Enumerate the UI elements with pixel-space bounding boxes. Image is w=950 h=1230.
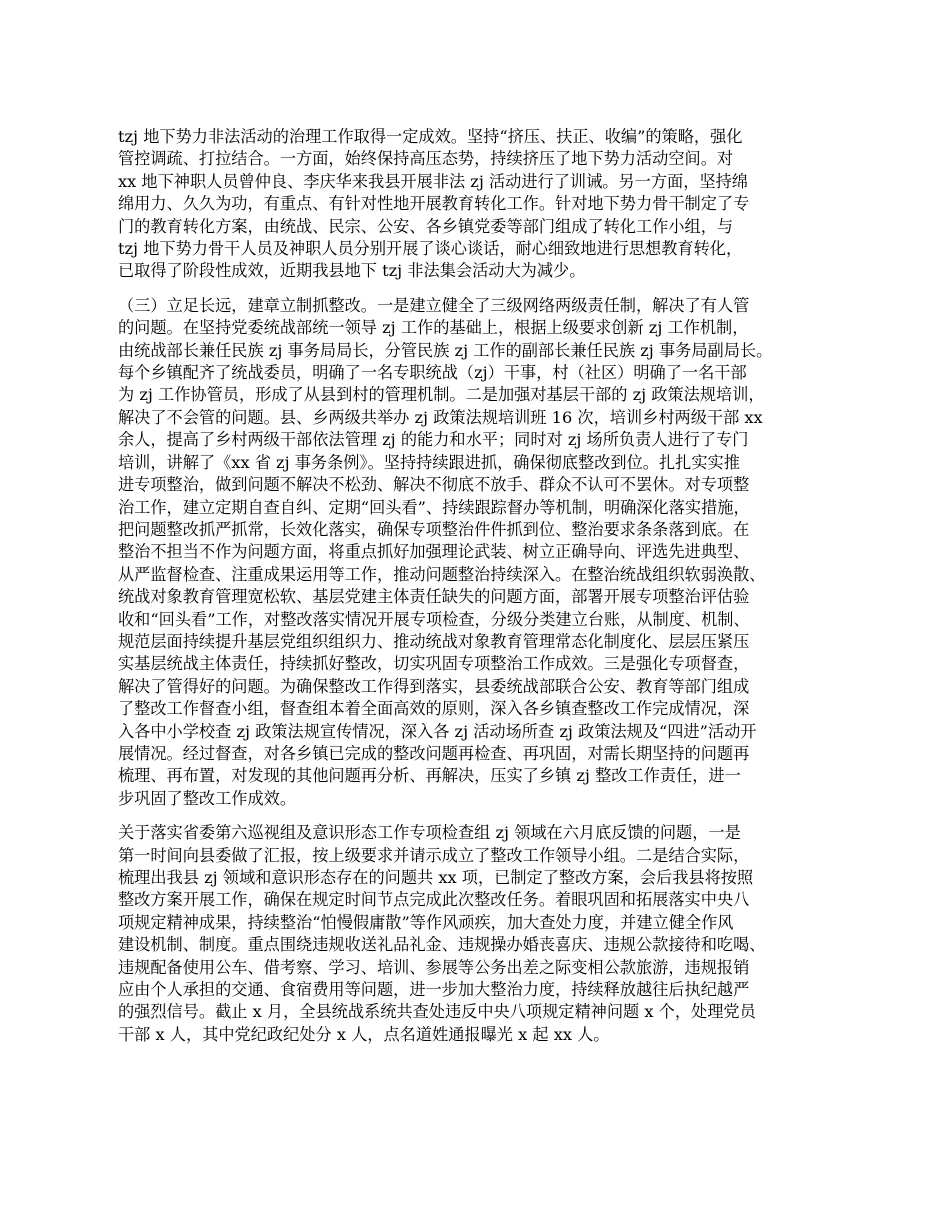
text-line: 关于落实省委第六巡视组及意识形态工作专项检查组 zj 领域在六月底反馈的问题，一是: [118, 823, 741, 843]
text-line: 解决了管得好的问题。为确保整改工作得到落实，县委统战部联合公安、教育等部门组成: [118, 676, 750, 696]
text-line: 项规定精神成果，持续整治“怕慢假庸散”等作风顽疾，加大查处力度，并建立健全作风: [118, 912, 734, 932]
text-line: 建设机制、制度。重点围绕违规收送礼品礼金、违规操办婚丧喜庆、违规公款接待和吃喝、: [118, 935, 766, 955]
text-line: xx 地下神职人员曾仲良、李庆华来我县开展非法 zj 活动进行了训诫。另一方面，坚持绵: [118, 171, 748, 191]
text-line: tzj 地下势力非法活动的治理工作取得一定成效。坚持“挤压、扶正、收编”的策略，强化: [118, 127, 743, 146]
text-line: 违规配备使用公车、借考察、学习、培训、参展等公务出差之际变相公款旅游，违规报销: [118, 957, 750, 977]
paragraph-1: [118, 126, 833, 283]
text-line: 入各中小学校查 zj 政策法规宣传情况，深入各 zj 活动场所查 zj 政策法规及“四进”活动开: [118, 721, 757, 741]
text-line: 步巩固了整改工作成效。: [118, 788, 297, 808]
text-line: 梳理出我县 zj 领域和意识形态存在的问题共 xx 项，已制定了整改方案，会后我县将按照: [118, 868, 754, 887]
text-line: 了整改工作督查小组，督查组本着全面高效的原则，深入各乡镇查整改工作完成情况，深: [118, 699, 750, 719]
text-line: 整治不担当不作为问题方面，将重点抓好加强理论武装、树立正确导向、评选先进典型、: [118, 542, 750, 562]
text-line: 把问题整改抓严抓常，长效化落实，确保专项整治件件抓到位、整治要求条条落到底。在: [118, 519, 750, 539]
text-line: tzj 地下势力骨干人员及神职人员分别开展了谈心谈话，耐心细致地进行思想教育转化，: [118, 239, 743, 259]
text-line: 每个乡镇配齐了统战委员，明确了一名专职统战（zj）干事，村（社区）明确了一名干部: [118, 363, 747, 383]
text-line: 绵用力、久久为功，有重点、有针对性地开展教育转化工作。针对地下势力骨干制定了专: [118, 194, 750, 214]
text-line: 治工作，建立定期自查自纠、定期“回头看”、持续跟踪督办等机制，明确深化落实措施，: [118, 497, 750, 517]
text-line: 从严监督检查、注重成果运用等工作，推动问题整治持续深入。在整治统战组织软弱涣散、: [118, 564, 766, 584]
text-line: 管控调疏、打拉结合。一方面，始终保持高压态势，持续挤压了地下势力活动空间。对: [118, 149, 734, 169]
text-line: 培训，讲解了《xx 省 zj 事务条例》。坚持持续跟进抓，确保彻底整改到位。扎扎实实推: [118, 452, 740, 472]
paragraph-2: [118, 295, 833, 810]
text-line: 解决了不会管的问题。县、乡两级共举办 zj 政策法规培训班 16 次，培训乡村两级干部 xx: [118, 407, 763, 427]
document-page: [118, 126, 833, 1058]
text-line: 由统战部长兼任民族 zj 事务局局长，分管民族 zj 工作的副部长兼任民族 zj 事务局副局长。: [118, 340, 773, 360]
text-line: 收和“回头看”工作，对整改落实情况开展专项检查，分级分类建立台账，从制度、机制、: [118, 609, 750, 629]
text-line: 第一时间向县委做了汇报，按上级要求并请示成立了整改工作领导小组。二是结合实际，: [118, 845, 750, 865]
text-line: 的强烈信号。截止 x 月，全县统战系统共查处违反中央八项规定精神问题 x 个，处理党员: [118, 1002, 756, 1022]
text-line: 为 zj 工作协管员，形成了从县到村的管理机制。二是加强对基层干部的 zj 政策法规培训，: [118, 385, 765, 405]
text-line: 干部 x 人，其中党纪政纪处分 x 人，点名道姓通报曝光 x 起 xx 人。: [118, 1024, 610, 1044]
text-line: 展情况。经过督查，对各乡镇已完成的整改问题再检查、再巩固，对需长期坚持的问题再: [118, 743, 750, 763]
text-line: 的问题。在坚持党委统战部统一领导 zj 工作的基础上，根据上级要求创新 zj 工作机制，: [118, 318, 749, 338]
text-line: 实基层统战主体责任，持续抓好整改，切实巩固专项整治工作成效。三是强化专项督查，: [118, 654, 750, 674]
text-line: 门的教育转化方案，由统战、民宗、公安、各乡镇党委等部门组成了转化工作小组，与: [118, 216, 734, 236]
text-line: 梳理、再布置，对发现的其他问题再分析、再解决，压实了乡镇 zj 整改工作责任，进一: [118, 766, 741, 786]
text-line: 余人，提高了乡村两级干部依法管理 zj 的能力和水平；同时对 zj 场所负责人进行了专门: [118, 430, 749, 450]
text-line: 进专项整治，做到问题不解决不松劲、解决不彻底不放手、群众不认可不罢休。对专项整: [118, 475, 750, 495]
text-line: （三）立足长远，建章立制抓整改。一是建立健全了三级网络两级责任制，解决了有人管: [118, 295, 750, 315]
text-line: 已取得了阶段性成效，近期我县地下 tzj 非法集会活动大为减少。: [118, 261, 586, 281]
text-line: 规范层面持续提升基层党组织组织力、推动统战对象教育管理常态化制度化、层层压紧压: [118, 631, 750, 651]
text-line: 整改方案开展工作，确保在规定时间节点完成此次整改任务。着眼巩固和拓展落实中央八: [118, 890, 750, 910]
text-line: 统战对象教育管理宽松软、基层党建主体责任缺失的问题方面，部署开展专项整治评估验: [118, 587, 750, 607]
text-line: 应由个人承担的交通、食宿费用等问题，进一步加大整治力度，持续释放越往后执纪越严: [118, 980, 750, 1000]
paragraph-3: [118, 822, 833, 1046]
